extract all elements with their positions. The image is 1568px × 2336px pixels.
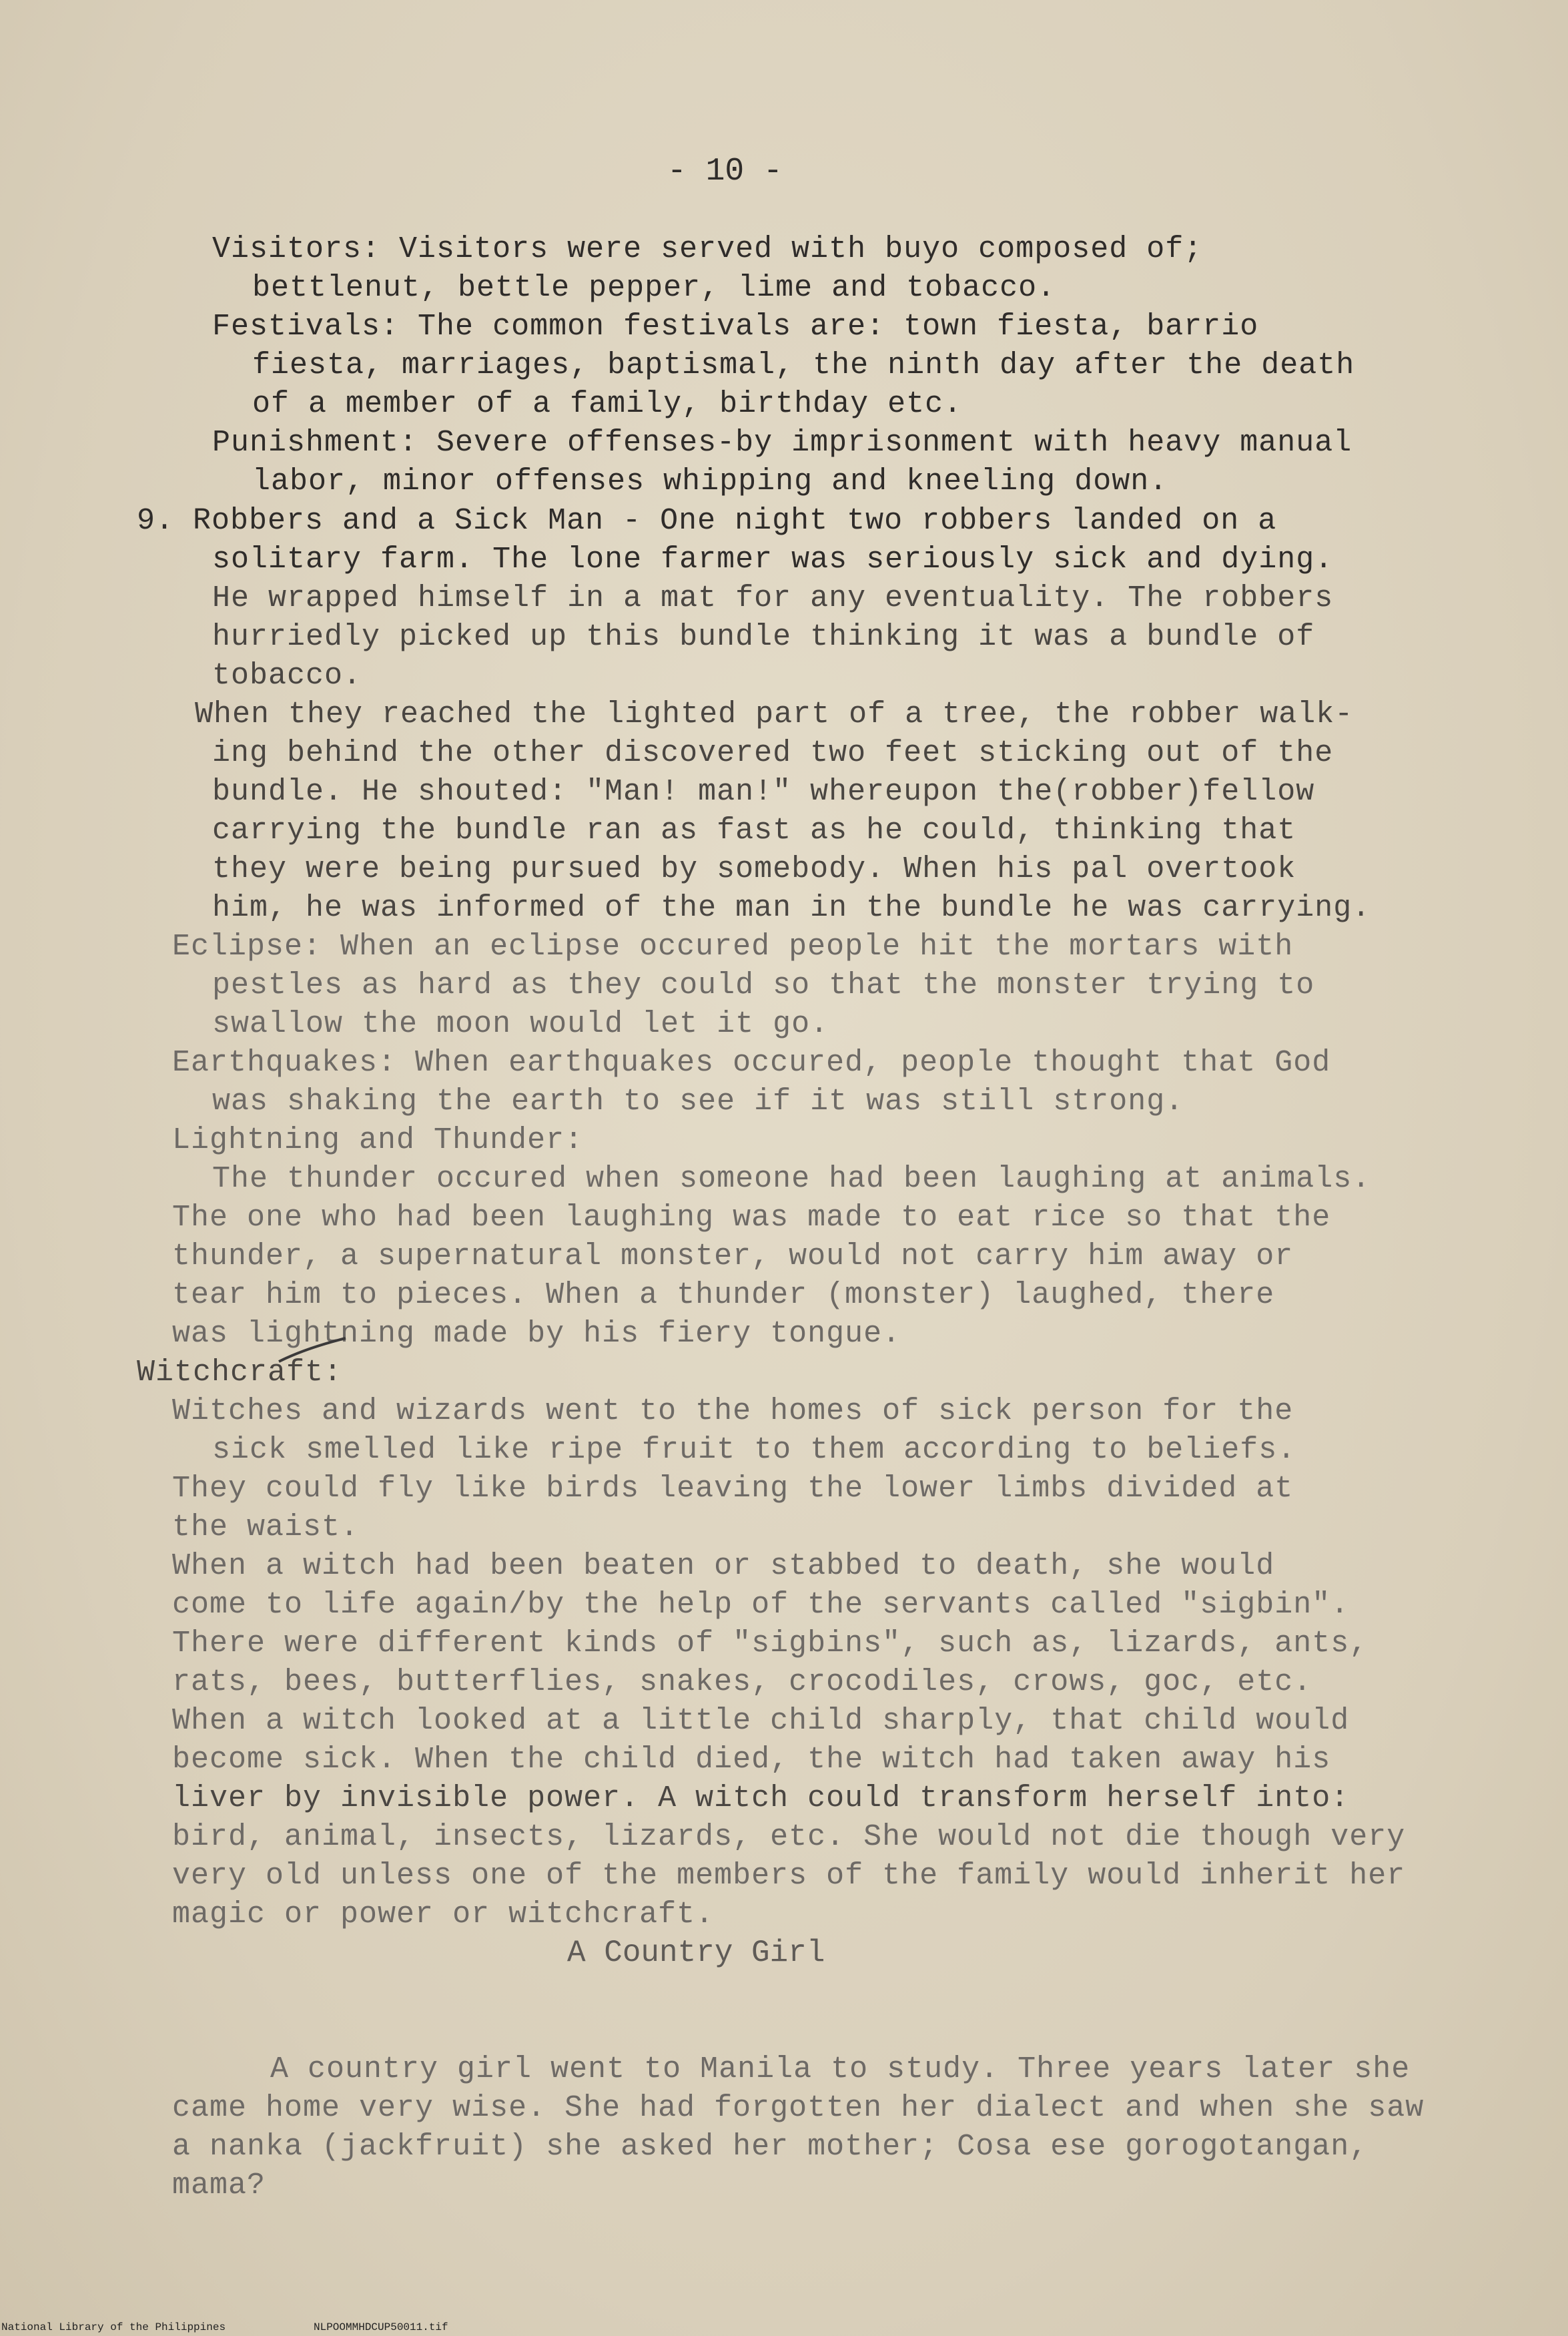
text-line: Festivals: The common festivals are: town fiesta, barrio bbox=[212, 310, 1259, 344]
text-line: rats, bees, butterflies, snakes, crocodiles, crows, goc, etc. bbox=[172, 1665, 1312, 1699]
text-line: Eclipse: When an eclipse occured people hit the mortars with bbox=[172, 930, 1294, 964]
text-line: was shaking the earth to see if it was still strong. bbox=[212, 1085, 1184, 1119]
text-line: bettlenut, bettle pepper, lime and tobacco. bbox=[252, 271, 1056, 305]
text-line: Lightning and Thunder: bbox=[172, 1123, 584, 1157]
text-line: There were different kinds of "sigbins", such as, lizards, ants, bbox=[172, 1627, 1368, 1661]
text-line: A country girl went to Manila to study. Three years later she bbox=[270, 2052, 1411, 2086]
page-number: - 10 - bbox=[667, 154, 783, 190]
footer-file-name: NLPOOMMHDCUP50011.tif bbox=[314, 2321, 448, 2333]
text-line: Punishment: Severe offenses-by imprisonment with heavy manual bbox=[212, 426, 1352, 460]
text-line: Visitors: Visitors were served with buyo composed of; bbox=[212, 232, 1203, 266]
text-line: very old unless one of the members of the family would inherit her bbox=[172, 1859, 1406, 1893]
text-line: solitary farm. The lone farmer was seriously sick and dying. bbox=[212, 543, 1334, 577]
text-line: bundle. He shouted: "Man! man!" whereupon the(robber)fellow bbox=[212, 775, 1315, 809]
text-line: come to life again/by the help of the servants called "sigbin". bbox=[172, 1588, 1350, 1622]
text-line: tobacco. bbox=[212, 659, 362, 693]
text-line: came home very wise. She had forgotten her dialect and when she saw bbox=[172, 2091, 1425, 2125]
text-line: Witchcraft: bbox=[137, 1356, 343, 1390]
text-line: 9. Robbers and a Sick Man - One night two robbers landed on a bbox=[137, 504, 1277, 538]
text-line: tear him to pieces. When a thunder (monster) laughed, there bbox=[172, 1278, 1275, 1312]
text-line: carrying the bundle ran as fast as he could, thinking that bbox=[212, 814, 1296, 848]
text-line: was lightning made by his fiery tongue. bbox=[172, 1317, 901, 1351]
text-line: they were being pursued by somebody. When his pal overtook bbox=[212, 852, 1296, 886]
text-line: a nanka (jackfruit) she asked her mother; Cosa ese gorogotangan, bbox=[172, 2130, 1368, 2164]
text-line: hurriedly picked up this bundle thinking it was a bundle of bbox=[212, 620, 1315, 654]
text-line: Earthquakes: When earthquakes occured, people thought that God bbox=[172, 1046, 1331, 1080]
text-line: bird, animal, insects, lizards, etc. She would not die though very bbox=[172, 1820, 1406, 1854]
text-line: pestles as hard as they could so that the monster trying to bbox=[212, 968, 1315, 1002]
text-line: become sick. When the child died, the witch had taken away his bbox=[172, 1743, 1331, 1777]
text-line: He wrapped himself in a mat for any eventuality. The robbers bbox=[212, 581, 1334, 615]
text-line: sick smelled like ripe fruit to them according to beliefs. bbox=[212, 1433, 1296, 1467]
text-line: labor, minor offenses whipping and kneeling down. bbox=[252, 465, 1168, 499]
text-line: swallow the moon would let it go. bbox=[212, 1007, 829, 1041]
text-line: When a witch looked at a little child sharply, that child would bbox=[172, 1704, 1350, 1738]
text-line: the waist. bbox=[172, 1510, 360, 1544]
text-line: of a member of a family, birthday etc. bbox=[252, 387, 963, 421]
story-title: A Country Girl bbox=[567, 1936, 825, 1970]
footer-library-credit: National Library of the Philippines bbox=[1, 2321, 226, 2333]
text-line: When they reached the lighted part of a tree, the robber walk- bbox=[195, 697, 1354, 732]
text-line: The one who had been laughing was made to eat rice so that the bbox=[172, 1201, 1331, 1235]
text-line: magic or power or witchcraft. bbox=[172, 1897, 715, 1932]
text-line: Witches and wizards went to the homes of sick person for the bbox=[172, 1394, 1294, 1428]
text-line: him, he was informed of the man in the bundle he was carrying. bbox=[212, 891, 1371, 925]
text-line: fiesta, marriages, baptismal, the ninth day after the death bbox=[252, 348, 1355, 382]
text-line: ing behind the other discovered two feet sticking out of the bbox=[212, 736, 1334, 770]
text-line: mama? bbox=[172, 2168, 266, 2203]
text-line: They could fly like birds leaving the lower limbs divided at bbox=[172, 1472, 1294, 1506]
text-line: liver by invisible power. A witch could transform herself into: bbox=[172, 1781, 1350, 1815]
text-line: The thunder occured when someone had been laughing at animals. bbox=[212, 1162, 1371, 1196]
text-line: thunder, a supernatural monster, would not carry him away or bbox=[172, 1239, 1294, 1273]
text-line: When a witch had been beaten or stabbed to death, she would bbox=[172, 1549, 1275, 1583]
